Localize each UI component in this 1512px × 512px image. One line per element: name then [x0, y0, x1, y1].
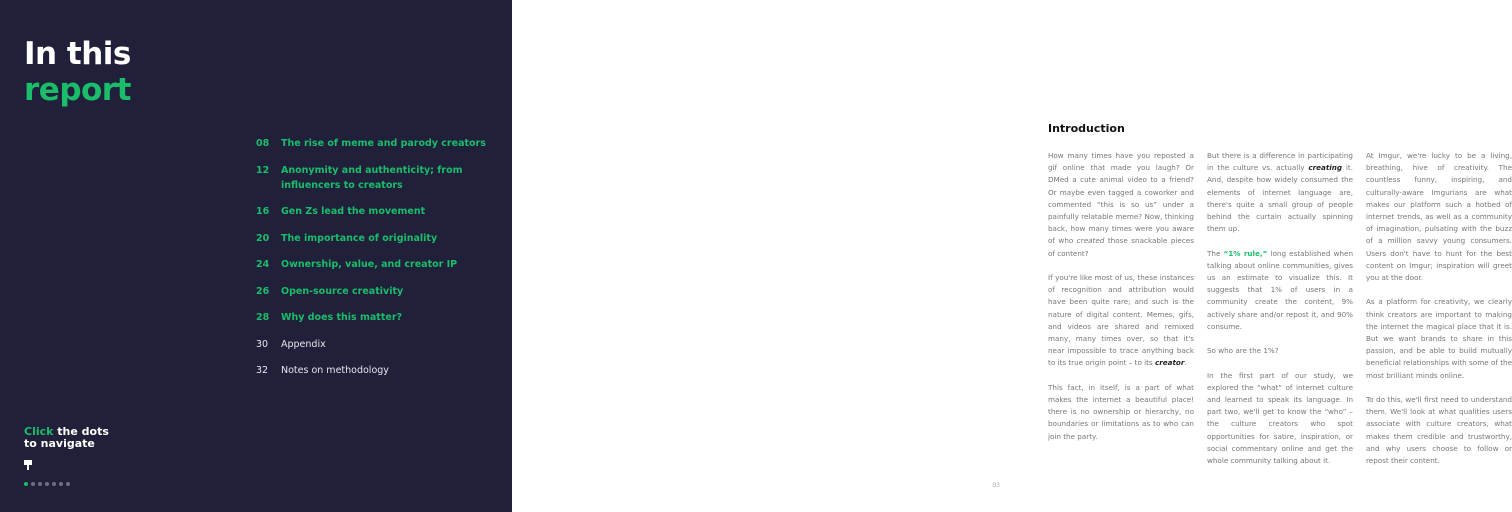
toc-item[interactable]	[256, 231, 506, 246]
page-title	[24, 36, 131, 108]
toc-item[interactable]	[256, 257, 506, 272]
toc-item-number: 28	[256, 312, 270, 323]
toc-item-number: 32	[256, 365, 269, 376]
introduction-panel	[512, 0, 1512, 512]
nav-hint-rest: the dots	[53, 425, 109, 438]
toc-item[interactable]	[256, 284, 506, 299]
toc-item-label: Notes on methodology	[281, 365, 389, 376]
table-of-contents	[256, 136, 506, 390]
title-line-1: In this	[24, 36, 131, 72]
toc-item-number: 12	[256, 164, 270, 176]
nav-dot[interactable]	[24, 482, 28, 486]
title-line-2: report	[24, 72, 131, 108]
toc-item[interactable]	[256, 163, 506, 193]
intro-paragraph: But there is a difference in participating in the culture vs. actually creating it. And, despite how widely consumed the elements of internet language are, there's quite a small group of people behind the curtain actually spinning them up.	[1207, 151, 1353, 234]
intro-paragraph: So who are the 1%?	[1207, 346, 1279, 356]
intro-paragraph: As a platform for creativity, we clearly think creators are important to making the internet the magical place that it is. But we want brands to share in this passion, and be able to build mutually beneficial relationships with some of the most brilliant minds online.	[1366, 297, 1512, 380]
toc-item-number: 26	[256, 285, 270, 297]
nav-dot[interactable]	[45, 482, 49, 486]
toc-item-number: 08	[256, 138, 270, 149]
toc-item-number: 16	[256, 206, 270, 217]
nav-dot[interactable]	[38, 482, 42, 486]
toc-item-label: Open-source creativity	[281, 285, 404, 297]
toc-item[interactable]	[256, 136, 506, 151]
toc-item-label: Anonymity and authenticity; from influencers to creators	[281, 164, 463, 191]
introduction-body	[1048, 150, 1512, 479]
nav-dot[interactable]	[66, 482, 70, 486]
nav-dot[interactable]	[59, 482, 63, 486]
toc-item-number: 24	[256, 259, 270, 270]
nav-dot[interactable]	[52, 482, 56, 486]
contents-panel	[0, 0, 512, 512]
intro-paragraph: This fact, in itself, is a part of what makes the internet a beautiful place! there is no ownership or hierarchy, no boundaries or limitations as to who can join the party.	[1048, 382, 1194, 441]
toc-item-label: The rise of meme and parody creators	[281, 138, 486, 149]
toc-item-label: Appendix	[281, 338, 326, 350]
toc-item[interactable]	[256, 363, 506, 378]
page-nav-dots	[24, 482, 70, 486]
intro-paragraph: To do this, we'll first need to understand them. We'll look at what qualities users associate with culture creators, what makes them credible and trustworthy, and why users choose to follow or repost their content.	[1366, 395, 1512, 466]
intro-column-3	[1366, 150, 1512, 479]
toc-item[interactable]	[256, 310, 506, 325]
toc-item-label: The importance of originality	[281, 232, 438, 244]
toc-item-label: Gen Zs lead the movement	[281, 206, 426, 217]
intro-paragraph: How many times have you reposted a gif online that made you laugh? Or DMed a cute animal video to a friend? Or maybe even tagged a coworker and commented “this is so us” under a painfully relatable meme? Now, thinking back, how many times were you aware of who created those snackable pieces of content?	[1048, 151, 1194, 258]
intro-column-2	[1207, 150, 1353, 479]
introduction-heading: Introduction	[1048, 122, 1125, 135]
nav-hint-click: Click	[24, 425, 54, 438]
toc-item-number: 20	[256, 232, 270, 244]
page-number: 03	[992, 482, 1000, 489]
toc-item[interactable]	[256, 204, 506, 219]
nav-hint-line2: to navigate	[24, 437, 95, 450]
nav-dot[interactable]	[31, 482, 35, 486]
toc-item-number: 30	[256, 338, 269, 350]
toc-item[interactable]	[256, 337, 506, 352]
intro-paragraph: In the first part of our study, we explored the “what” of internet culture and learned to speak its language. In part two, we'll get to know the “who” – the culture creators who spot opportunities for satire, inspiration, or social commentary online and get the whole community talking about it.	[1207, 370, 1353, 466]
intro-paragraph: The “1% rule,” long established when talking about online communities, gives us an estimate to visualize this. It suggests that 1% of users in a community create the content, 9% actively share and/or repost it, and 90% consume.	[1207, 248, 1353, 331]
pointer-hand-icon	[22, 459, 34, 471]
intro-paragraph: At Imgur, we're lucky to be a living, breathing, hive of creativity. The countless funny, inspiring, and culturally-aware Imgurians are what makes our platform such a hotbed of internet trends, as well as a community of imagination, pulsating with the buzz of a million savvy young consumers. Users don't have to hunt for the best content on Imgur; inspiration will greet you at the door.	[1366, 151, 1512, 283]
navigate-hint	[24, 426, 109, 450]
toc-item-label: Why does this matter?	[281, 312, 403, 323]
toc-item-label: Ownership, value, and creator IP	[281, 259, 458, 270]
intro-paragraph: If you're like most of us, these instances of recognition and attribution would have been quite rare; and such is the nature of digital content. Memes, gifs, and videos are shared and remixed many, many times over, so that it's near impossible to trace anything back to its true origin point – to its creator.	[1048, 273, 1194, 368]
intro-column-1	[1048, 150, 1194, 479]
